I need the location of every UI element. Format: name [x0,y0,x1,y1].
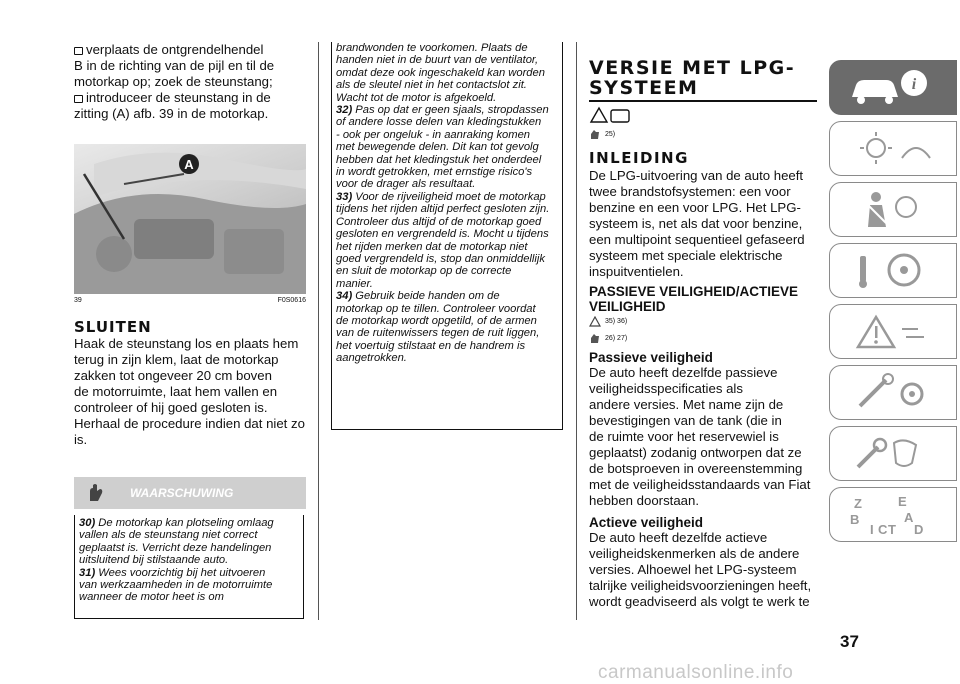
text-line: vallen als de steunstang niet correct [79,529,258,542]
reference-row [589,333,817,344]
tab-starting-driving[interactable] [829,243,957,298]
section-heading: SLUITEN [74,318,152,336]
warning-item: 32) Pas op dat er geen sjaals, stropdassen [336,104,549,117]
text-line: geplaatst is. Verricht deze handelingen [79,541,272,554]
text-line: versies. Alhoewel het LPG-systeem [589,562,797,577]
column-1 [74,42,306,122]
text-line: verplaats de ontgrendelhendel [74,42,306,58]
text-line: De LPG-uitvoering van de auto heeft [589,168,804,183]
tab-emergency[interactable] [829,365,957,420]
text-line: Herhaal de procedure indien dat niet zo [74,416,305,431]
text-line: met bewegende delen. Dit kan tot gevolg [336,141,539,154]
text-line: aangetrokken. [336,352,407,365]
bullet-icon [74,95,83,103]
page-number: 37 [840,632,859,651]
warning-hand-icon [86,483,108,503]
text-line: of andere losse delen van kledingstukken [336,116,542,129]
text-line: wordt geadviseerd als volgt te werk te [589,594,810,609]
text-line: motorkap op; zoek de steunstang; [74,74,273,89]
subheading: Actieve veiligheid [589,515,704,530]
chapter-tabs [829,60,957,548]
svg-text:E: E [898,494,907,509]
warning-hand-icon [589,333,601,344]
warning-box [74,515,304,619]
bullet-icon [74,47,83,55]
text-line: de motorruimte, laat hem vallen en [74,384,278,399]
tab-maintenance[interactable] [829,426,957,481]
reference-row [589,316,817,327]
maintenance-icon [846,433,936,475]
section-heading: VEILIGHEID [589,299,666,314]
text-line: in wordt getrokken, met ernstige risico's [336,166,533,179]
subheading: Passieve veiligheid [589,350,713,365]
chapter-title: VERSIE MET LPG- [589,57,796,79]
warning-item: 30) De motorkap kan plotseling omlaag [79,517,274,529]
text-line: bevestigingen van de tank (die in [589,413,782,428]
engine-bay-figure [74,144,306,294]
text-line: inspuitventielen. [589,264,684,279]
seatbelt-airbag-icon [846,189,936,231]
text-line: Haak de steunstang los en plaats hem [74,336,299,351]
warning-item: 33) Voor de rijveiligheid moet de motorkap [336,190,546,203]
text-line: geplaatst) zodanig ontworpen dat ze [589,445,802,460]
reference-number: 25) [605,131,616,138]
text-line: van werkzaamheden in de motorruimte [79,579,273,592]
title-rule [589,100,817,102]
text-line: de motorkap wordt opgetild, of de armen [336,314,537,327]
svg-text:i: i [911,76,917,93]
text-line: veiligheidsspecificaties als [589,381,743,396]
warning-triangle-icon [589,316,601,327]
tab-dashboard[interactable] [829,121,957,176]
figure-number: 39 [74,297,82,304]
section-heading: PASSIEVE VEILIGHEID/ACTIEVE [589,284,799,299]
text-line: B in de richting van de pijl en til de [74,58,275,73]
key-steering-icon [846,250,936,292]
text-line: benzine en een voor LPG. Het LPG- [589,200,801,215]
column-3 [589,58,817,610]
car-info-icon [846,67,936,109]
tab-warnings[interactable] [829,304,957,359]
text-line: controleer of hij goed gesloten is. [74,400,268,415]
text-line: het voertuig stilstaat en de handrem is [336,339,526,352]
text-line: brandwonden te voorkomen. Plaats de [336,42,528,54]
text-line: systeem is, net als dat voor benzine, [589,216,803,231]
text-line: de ruimte voor het reservewiel is [589,429,779,444]
figure-code: F0S0616 [277,297,306,304]
text-line: gesloten en vergrendeld is. Mocht u tijdens [336,228,549,241]
warning-triangle-icon [846,311,936,353]
lpg-caution-icon [589,106,633,124]
tab-safety[interactable] [829,182,957,237]
text-line: omdat deze ook ingeschakeld kan worden [336,66,545,79]
column-divider [576,42,577,620]
text-line: handen niet in de buurt van de ventilator, [336,54,539,67]
text-line: hebben doorstaan. [589,493,699,508]
text-line: terug in zijn klem, laat de motorkap [74,352,279,367]
engine-bay-illustration [74,144,306,294]
reference-number: 35) 36) [605,318,628,325]
column-divider [318,42,319,620]
text-line: Controleer dus altijd of de motorkap goed [336,215,542,228]
text-line: als de sleutel niet in het contactslot zit. [336,79,527,92]
text-line: met de veiligheidsstandaards van Fiat [589,477,811,492]
dashboard-lights-icon [846,128,936,170]
text-line: Wacht tot de motor is afgekoeld. [336,91,497,104]
text-line: goed vergrendeld is, stop dan onmiddellijk [336,252,545,265]
svg-text:T: T [888,522,896,536]
svg-text:D: D [914,522,924,536]
sluiten-section [74,318,306,448]
section-heading: INLEIDING [589,149,689,167]
tab-index[interactable] [829,487,957,542]
text-line: tijdens het rijden altijd perfect gesloten zijn. [336,203,550,216]
tab-car-info[interactable] [829,60,957,115]
figure-caption [74,297,306,304]
svg-text:B: B [850,512,860,527]
svg-text:I: I [870,522,874,536]
text-line: de botsproeven in overeenstemming [589,461,803,476]
warning-title: WAARSCHUWING [130,486,234,500]
text-line: en sluit de motorkap op de correcte [336,265,512,278]
text-line: introduceer de steunstang in de [74,90,306,106]
tools-icon [846,372,936,414]
text-line: voor de drager als resultaat. [336,178,476,191]
text-line: De auto heeft dezelfde passieve [589,365,778,380]
text-line: - ook per ongeluk - in aanraking komen [336,128,531,141]
index-letters-icon [846,494,936,536]
reference-number: 26) 27) [605,335,628,342]
reference-row [589,129,817,140]
warning-item: 31) Wees voorzichtig bij het uitvoeren [79,566,266,579]
text-line: zakken tot ongeveer 20 cm boven [74,368,272,383]
svg-text:Z: Z [854,496,862,511]
text-line: twee brandstofsystemen: een voor [589,184,791,199]
text-line: uitsluitend bij stilstaande auto. [79,554,229,567]
text-line: van de ruitenwissers tegen de ruit liggen, [336,327,540,340]
svg-text:A: A [904,510,914,525]
text-line: De auto heeft dezelfde actieve [589,530,768,545]
warning-continuation-box [331,42,563,430]
text-line: veiligheidskenmerken als de andere [589,546,800,561]
warning-item: 34) Gebruik beide handen om de [336,290,500,303]
text-line: een multipoint sequentieel gefaseerd [589,232,805,247]
chapter-title: SYSTEEM [589,77,699,99]
text-line: wanneer de motor heet is om [79,591,224,604]
text-line: manier. [336,277,373,290]
figure-label-a: A [184,157,194,172]
warning-hand-icon [589,129,601,140]
text-line: zitting (A) afb. 39 in de motorkap. [74,106,269,121]
watermark: carmanualsonline.info [598,662,794,683]
text-line: systeem met speciale elektrische [589,248,783,263]
text-line: andere versies. Met name zijn de [589,397,784,412]
svg-text:C: C [878,522,888,536]
text-line: talrijke veiligheidsvoorzieningen heeft, [589,578,812,593]
text-line: het rijden merken dat de motorkap niet [336,240,528,253]
text-line: motorkap op te tillen. Controleer voordat [336,302,536,315]
text-line: hebben dat het kledingstuk het onderdeel [336,153,542,166]
text-line: is. [74,432,88,447]
warning-header [74,477,306,509]
